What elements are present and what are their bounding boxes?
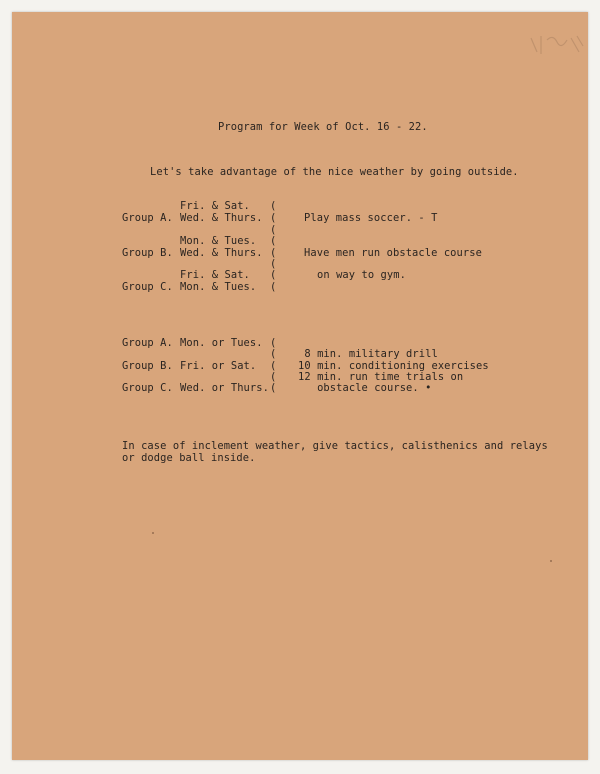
bracket-paren: ( [270,200,277,212]
group-c-label-2: Group C. [122,382,173,394]
activity-time-trials: 12 min. run time trials on [298,371,464,383]
bracket-paren: ( [270,212,277,224]
group-c-label: Group C. [122,281,173,293]
bracket-paren: ( [270,224,277,236]
group-b-days-2: Fri. or Sat. [180,360,257,372]
group-a-days-2: Mon. or Tues. [180,337,263,349]
group-a-label: Group A. [122,212,173,224]
closing-line-1: In case of inclement weather, give tactics, calisthenics and relays [122,440,548,452]
document-page [12,12,588,760]
group-c-day-top: Fri. & Sat. [180,269,250,281]
group-c-day-main: Mon. & Tues. [180,281,257,293]
activity-military-drill: 8 min. military drill [298,348,438,360]
activity-conditioning: 10 min. conditioning exercises [298,360,489,372]
group-b-day-main: Wed. & Thurs. [180,247,263,259]
bracket-paren: ( [270,382,277,394]
bracket-paren: ( [270,247,277,259]
bracket-paren: ( [270,348,277,360]
bracket-paren: ( [270,258,277,270]
paper-speck [550,560,552,562]
bracket-paren: ( [270,360,277,372]
bracket-paren: ( [270,337,277,349]
intro-line: Let's take advantage of the nice weather by going outside. [150,166,519,178]
group-a-day-top: Fri. & Sat. [180,200,250,212]
closing-line-2: or dodge ball inside. [122,452,256,464]
faded-stamp-mark [527,32,587,60]
group-b-day-top: Mon. & Tues. [180,235,257,247]
activity-obstacle-course-cont: on way to gym. [317,269,406,281]
activity-soccer: Play mass soccer. - T [304,212,438,224]
paper-speck [152,532,154,534]
bracket-paren: ( [270,235,277,247]
group-a-day-main: Wed. & Thurs. [180,212,263,224]
document-title: Program for Week of Oct. 16 - 22. [218,121,428,133]
group-a-label-2: Group A. [122,337,173,349]
group-b-label: Group B. [122,247,173,259]
bracket-paren: ( [270,371,277,383]
activity-time-trials-cont: obstacle course. • [298,382,432,394]
bracket-paren: ( [270,269,277,281]
activity-obstacle-course: Have men run obstacle course [304,247,482,259]
group-c-days-2: Wed. or Thurs. [180,382,269,394]
bracket-paren: ( [270,281,277,293]
group-b-label-2: Group B. [122,360,173,372]
